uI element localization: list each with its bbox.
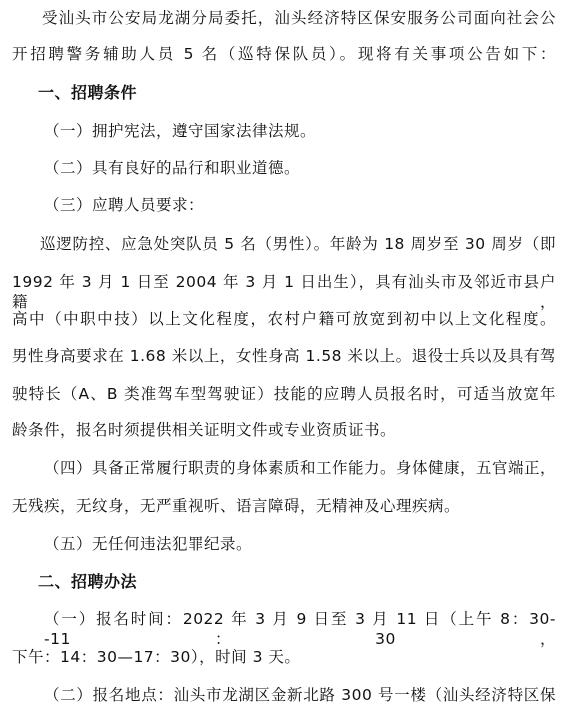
method-item-1-line-2: 下午：14：30—17：30），时间 3 天。 [12,648,301,666]
requirement-line-1: 巡逻防控、应急处突队员 5 名（男性）。年龄为 18 周岁至 30 周岁（即 [40,235,556,253]
condition-item-2: （二）具有良好的品行和职业道德。 [44,159,301,177]
requirement-line-6: 龄条件，报名时须提供相关证明文件或专业资质证书。 [12,421,397,439]
section-heading-recruitment-conditions: 一、招聘条件 [38,83,138,102]
method-item-1-line-1: （一）报名时间：2022 年 3 月 9 日至 3 月 11 日（上午 8：30--11：30， [44,610,556,648]
condition-item-4-line-1: （四）具备正常履行职责的身体素质和工作能力。身体健康，五官端正， [44,459,557,477]
requirement-line-2: 1992 年 3 月 1 日至 2004 年 3 月 1 日出生），具有汕头市及邻近市县户籍， [12,273,556,311]
method-item-2-line-1: （二）报名地点：汕头市龙湖区金新北路 300 号一楼（汕头经济特区保 [44,686,556,704]
condition-item-3: （三）应聘人员要求： [44,196,205,214]
condition-item-5: （五）无任何违法犯罪纪录。 [44,535,253,553]
condition-item-4-line-2: 无残疾，无纹身，无严重视听、语言障碍，无精神及心理疾病。 [12,497,461,515]
paragraph-intro-line-1: 受汕头市公安局龙湖分局委托，汕头经济特区保安服务公司面向社会公 [42,9,556,27]
section-heading-recruitment-method: 二、招聘办法 [38,572,138,591]
condition-item-1: （一）拥护宪法，遵守国家法律法规。 [44,122,317,140]
paragraph-intro-line-2: 开招聘警务辅助人员 5 名（巡特保队员）。现将有关事项公告如下： [12,45,556,63]
requirement-line-4: 男性身高要求在 1.68 米以上，女性身高 1.58 米以上。退役士兵以及具有驾 [12,347,556,365]
requirement-line-3: 高中（中职中技）以上文化程度，农村户籍可放宽到初中以上文化程度。 [12,310,556,328]
requirement-line-5: 驶特长（A、B 类准驾车型驾驶证）技能的应聘人员报名时，可适当放宽年 [12,385,556,403]
